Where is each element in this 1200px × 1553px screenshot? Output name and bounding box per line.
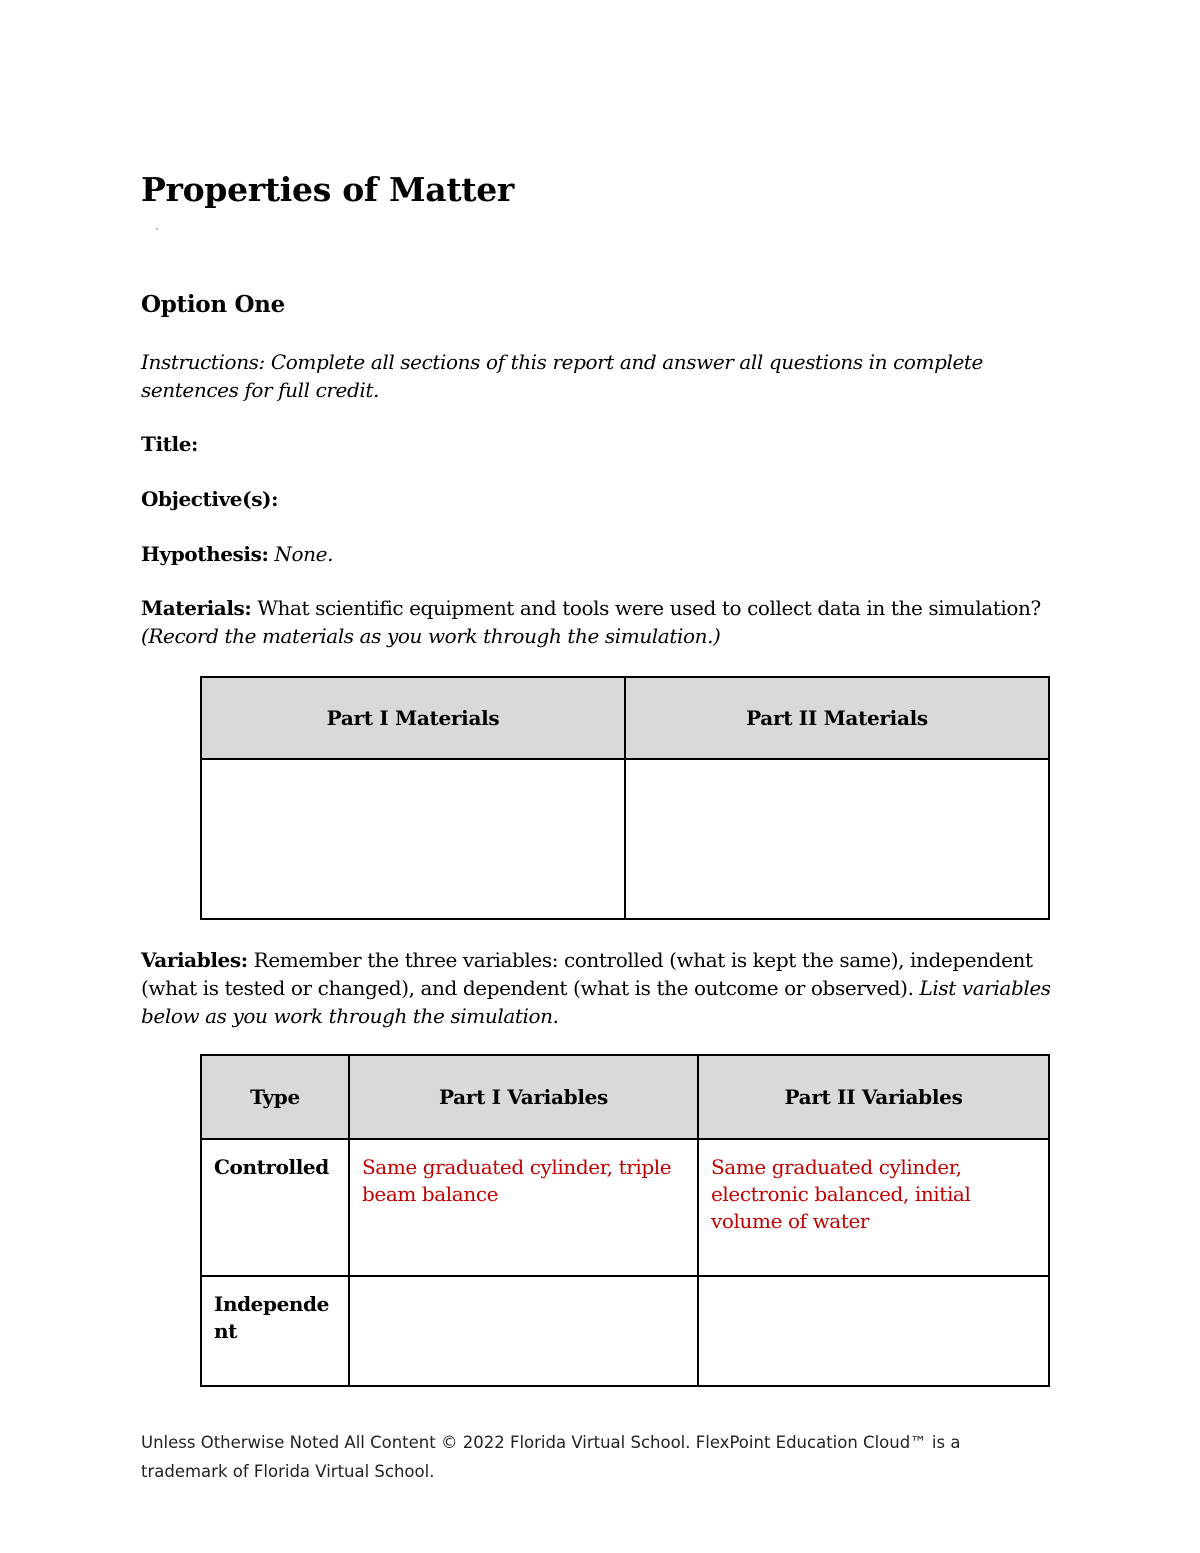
table-row [201,1276,1049,1386]
variables-header-part2: Part II Variables [698,1055,1049,1139]
variables-note: List variables below as you work through the simulation. [141,976,1051,1028]
variables-header-type: Type [201,1055,349,1139]
hypothesis-value: None. [274,542,334,566]
materials-header-part2: Part II Materials [625,677,1049,759]
variables-field [141,946,1061,1030]
type-cell-controlled: Controlled [201,1139,349,1276]
materials-cell-part1[interactable] [201,759,625,919]
variables-header-part1: Part I Variables [349,1055,698,1139]
variables-label: Variables: [141,948,248,972]
controlled-part2-cell[interactable]: Same graduated cylinder, electronic balanced, initial volume of water [698,1139,1049,1276]
materials-table [200,676,1050,920]
footer-copyright: Unless Otherwise Noted All Content © 2022 Florida Virtual School. FlexPoint Education Cloud™ is a trademark of Florida Virtual School. [141,1433,961,1481]
type-cell-independent: Independent [201,1276,349,1386]
instructions-text: Instructions: Complete all sections of this report and answer all questions in complete sentences for full credit. [141,350,983,402]
table-header-row [201,1055,1049,1139]
independent-part1-cell[interactable] [349,1276,698,1386]
materials-note: (Record the materials as you work through the simulation.) [141,624,721,648]
materials-question: What scientific equipment and tools were used to collect data in the simulation? [257,596,1041,620]
materials-label: Materials: [141,596,252,620]
option-heading: Option One [141,291,285,318]
materials-cell-part2[interactable] [625,759,1049,919]
table-row [201,759,1049,919]
materials-field [141,594,1061,650]
controlled-part1-cell[interactable]: Same graduated cylinder, triple beam balance [349,1139,698,1276]
variables-description: Remember the three variables: controlled (what is kept the same), independent (what is tested or changed), and dependent (what is the outcome or observed). [141,948,1033,1000]
variables-table [200,1054,1050,1387]
decorative-mark [156,228,158,230]
hypothesis-label: Hypothesis: [141,542,269,566]
materials-header-part1: Part I Materials [201,677,625,759]
document-title: Properties of Matter [141,170,514,209]
title-field [141,430,1061,458]
independent-part2-cell[interactable] [698,1276,1049,1386]
table-row [201,1139,1049,1276]
title-label: Title: [141,432,199,456]
objective-label: Objective(s): [141,487,279,511]
objective-field [141,485,1061,513]
hypothesis-field [141,540,1061,568]
table-header-row [201,677,1049,759]
